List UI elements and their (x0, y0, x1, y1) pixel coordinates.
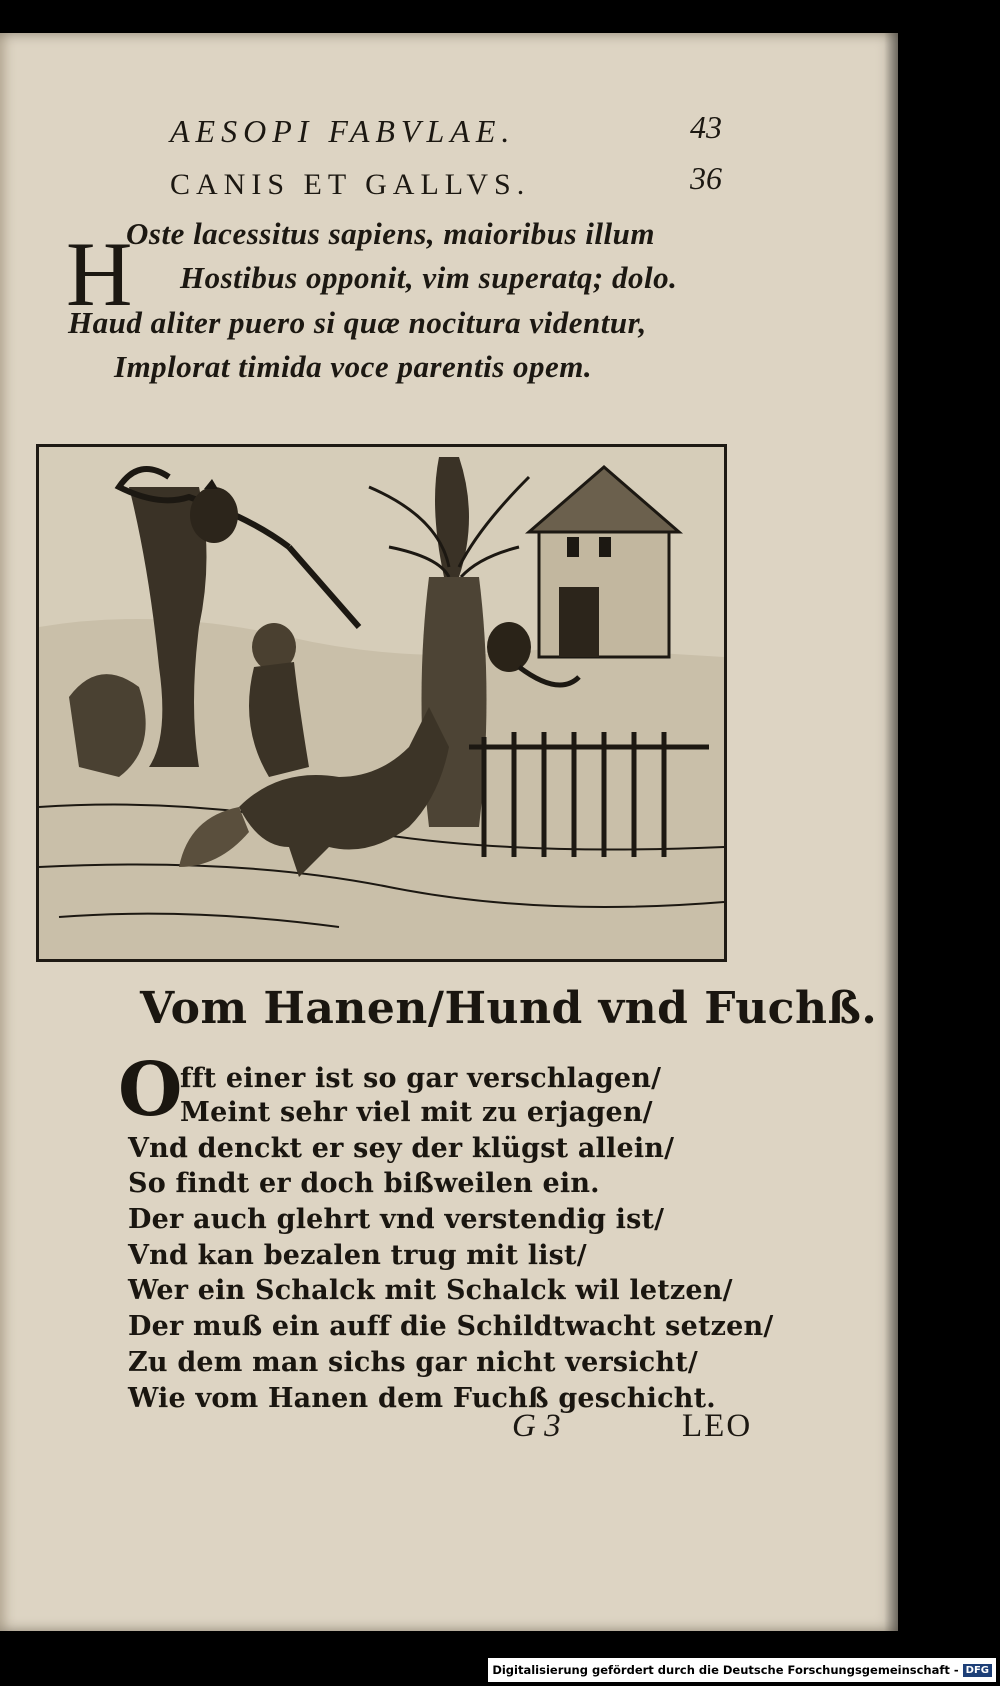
german-line-1: fft einer ist so gar verschlagen/ (180, 1063, 662, 1094)
german-line-3: Vnd denckt er sey der klügst allein/ (128, 1133, 675, 1164)
woodcut-scene (39, 447, 724, 959)
german-line-9: Zu dem man sichs gar nicht versicht/ (128, 1347, 698, 1378)
signature-mark: G 3 (512, 1408, 561, 1444)
latin-dropcap: H (66, 223, 133, 325)
german-line-4: So findt er doch bißweilen ein. (128, 1168, 600, 1199)
dfg-logo-icon: DFG (963, 1664, 992, 1677)
latin-line-4: Implorat timida voce parentis opem. (114, 349, 593, 384)
german-line-6: Vnd kan bezalen trug mit list/ (128, 1240, 587, 1271)
fable-title: CANIS ET GALLVS. (170, 168, 531, 201)
german-line-5: Der auch glehrt vnd verstendig ist/ (128, 1204, 665, 1235)
latin-line-1: Oste lacessitus sapiens, maioribus illum (126, 216, 656, 251)
running-title: AESOPI FABVLAE. (170, 113, 516, 149)
fable-number: 36 (690, 160, 722, 196)
latin-line-3: Haud aliter puero si quæ nocitura videntur, (68, 305, 647, 340)
woodcut-illustration (36, 444, 727, 962)
german-title: Vom Hanen/Hund vnd Fuchß. (140, 983, 878, 1034)
catchword: LEO (682, 1408, 753, 1444)
german-dropcap: O (118, 1047, 183, 1133)
german-line-8: Der muß ein auff die Schildtwacht setzen/ (128, 1311, 774, 1342)
funding-footer (488, 1658, 996, 1682)
book-page (0, 33, 898, 1631)
page-number: 43 (690, 109, 722, 145)
funding-text: Digitalisierung gefördert durch die Deutsche Forschungsgemeinschaft - (492, 1663, 959, 1677)
german-line-2: Meint sehr viel mit zu erjagen/ (180, 1097, 653, 1128)
german-line-7: Wer ein Schalck mit Schalck wil letzen/ (128, 1275, 733, 1306)
latin-line-2: Hostibus opponit, vim superatq; dolo. (180, 260, 678, 295)
german-line-10: Wie vom Hanen dem Fuchß geschicht. (128, 1383, 716, 1414)
